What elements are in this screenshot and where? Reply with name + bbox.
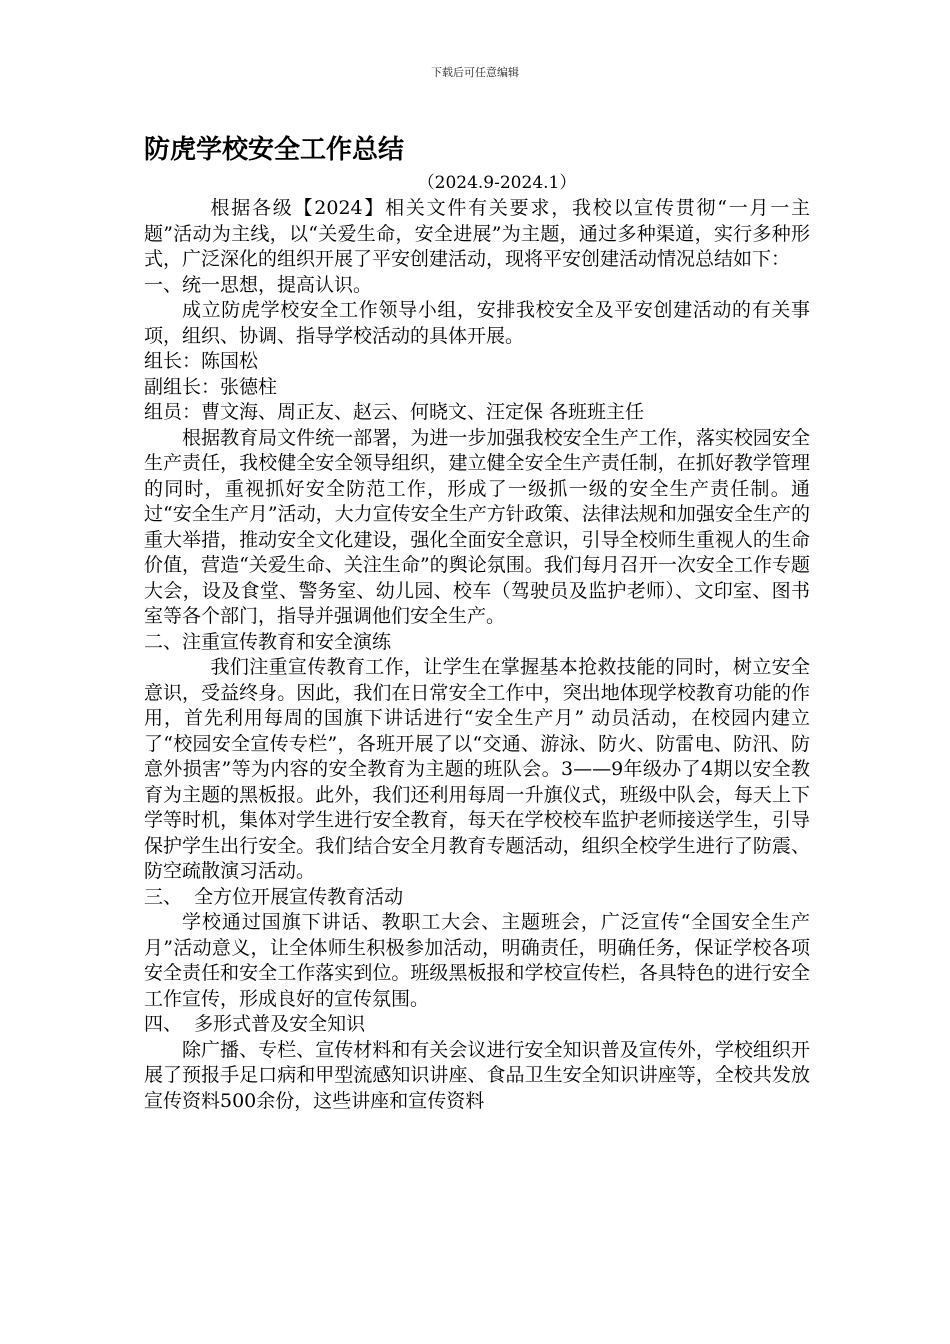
document-body [144,130,810,1114]
intro-paragraph: 根据各级【2024】相关文件有关要求，我校以宣传贯彻“一月一主题”活动为主线，以“关爱生命，安全进展”为主题，通过多种渠道，实行多种形式，广泛深化的组织开展了平安创建活动，现将平安创建活动情况总结如下： [144,197,810,270]
section2-heading: 二、注重宣传教育和安全演练 [144,630,392,653]
section4-paragraph-1: 除广播、专栏、宣传材料和有关会议进行安全知识普及宣传外，学校组织开展了预报手足口病和甲型流感知识讲座、食品卫生安全知识讲座等，全校共发放宣传资料500余份，这些讲座和宣传资料 [144,1038,810,1112]
section4-heading: 四、 多形式普及安全知识 [144,1013,366,1035]
document-title: 防虎学校安全工作总结 [144,135,405,165]
section3-heading: 三、 全方位开展宣传教育活动 [144,885,404,908]
group-members: 组员：曹文海、周正友、赵云、何晓文、汪定保 各班班主任 [144,401,645,423]
section1-heading: 一、统一思想，提高认识。 [144,273,373,296]
section1-paragraph-2: 根据教育局文件统一部署，为进一步加强我校安全生产工作，落实校园安全生产责任，我校健全安全领导组织，建立健全安全生产责任制，在抓好教学管理的同时，重视抓好安全防范工作，形成了一级抓一级的安全生产责任制。通过“安全生产月”活动，大力宣传安全生产方针政策、法律法规和加强安全生产的重大举措，推动安全文化建设，强化全面安全意识，引导全校师生重视人的生命价值，营造“关爱生命、关注生命”的舆论氛围。我们每月召开一次安全工作专题大会，设及食堂、警务室、幼儿园、校车（驾驶员及监护老师）、文印室、图书室等各个部门，指导并强调他们安全生产。 [144,426,810,627]
page-header-note: 下载后可任意编辑 [431,66,519,79]
group-vice-leader: 副组长：张德柱 [144,375,278,398]
group-leader: 组长：陈国松 [144,350,259,372]
section1-paragraph-1: 成立防虎学校安全工作领导小组，安排我校安全及平安创建活动的有关事项，组织、协调、指导学校活动的具体开展。 [144,299,810,347]
date-range: （2024.9-2024.1） [417,173,577,193]
section2-paragraph-1: 我们注重宣传教育工作，让学生在掌握基本抢救技能的同时，树立安全意识，受益终身。因此，我们在日常安全工作中，突出地体现学校教育功能的作用，首先利用每周的国旗下讲话进行“安全生产月” 动员活动，在校园内建立了“校园安全宣传专栏”，各班开展了以“交通、游泳、防火、防雷电、防汛、防意外损害”等为内容的安全教育为主题的班队会。3——9年级办了4期以安全教育为主题的黑板报。此外，我们还利用每周一升旗仪式，班级中队会，每天上下学等时机，集体对学生进行安全教育，每天在学校校车监护老师接送学生，引导保护学生出行安全。我们结合安全月教育专题活动，组织全校学生进行了防震、防空疏散演习活动。 [144,656,810,882]
section3-paragraph-1: 学校通过国旗下讲话、教职工大会、主题班会，广泛宣传“全国安全生产月”活动意义，让全体师生积极参加活动，明确责任，明确任务，保证学校各项安全责任和安全工作落实到位。班级黑板报和学校宣传栏，各具特色的进行安全工作宣传，形成良好的宣传氛围。 [144,911,810,1010]
